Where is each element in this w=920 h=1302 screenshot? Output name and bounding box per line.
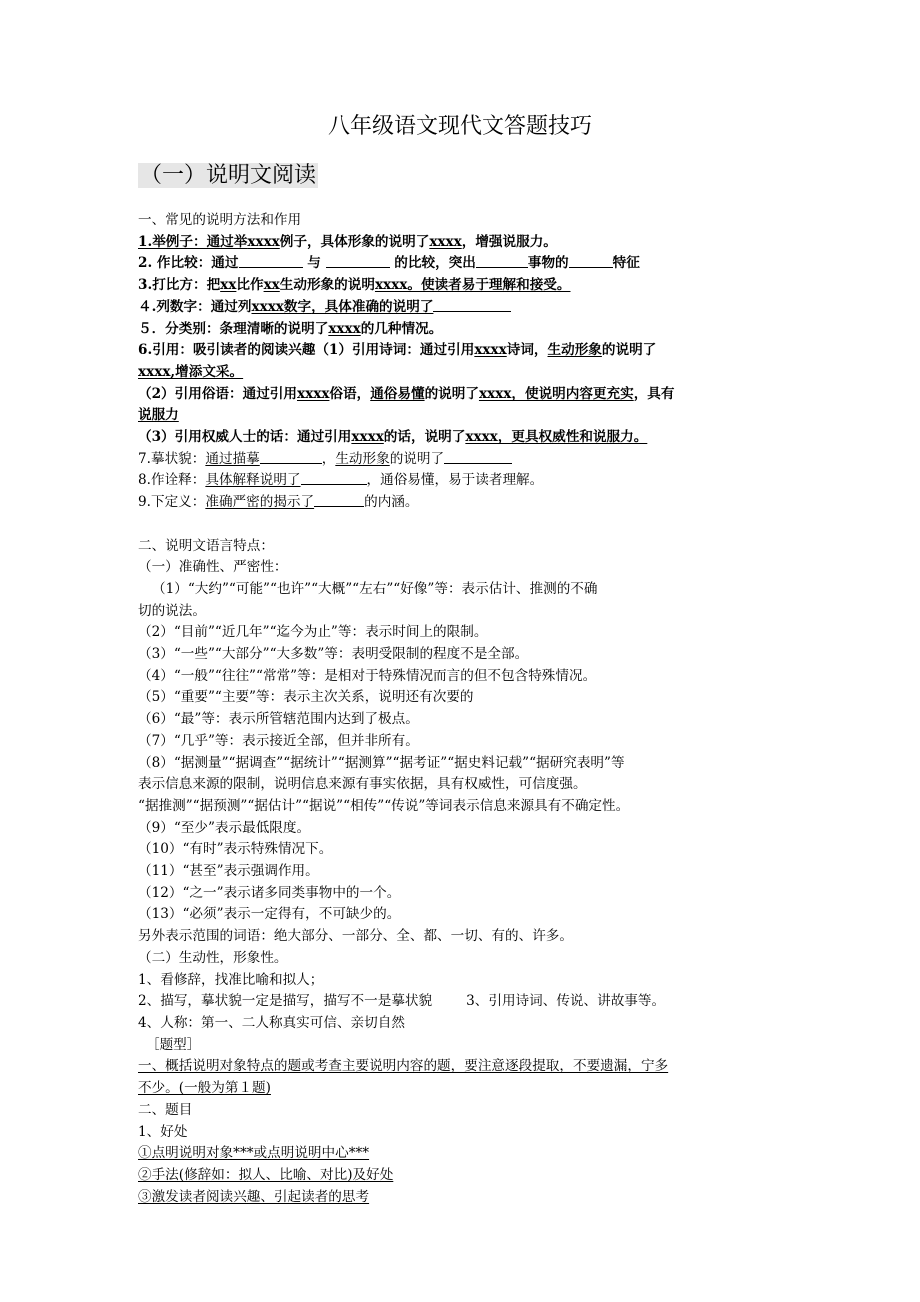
section-heading-text: （一）说明文阅读	[140, 163, 317, 188]
type-1-cont: 不少。(一般为第１题)	[138, 1080, 271, 1097]
feature-item-4: （4）“一般”“往往”“常常”等：是相对于特殊情况而言的但不包含特殊情况。	[138, 667, 597, 684]
feature-item-1: （1）“大约”“可能”“也许”“大概”“左右”“好像”等：表示估计、推测的不确	[152, 580, 598, 597]
method-example: 1.举例子：通过举xxxx例子，具体形象的说明了xxxx，增强说服力。	[138, 233, 557, 250]
blank	[326, 253, 390, 268]
method-proverb-cont: 说服力	[138, 407, 179, 424]
vivid-item-4: 4、人称：第一、二人称真实可信、亲切自然	[138, 1015, 405, 1031]
feature-item-1-cont: 切的说法。	[138, 602, 206, 619]
feature-item-13: （13）“必须”表示一定得有，不可缺少的。	[138, 906, 401, 923]
feature-item-12: （12）“之一”表示诸多同类事物中的一个。	[138, 884, 401, 901]
feature-item-2: （2）“目前”“近几年”“迄今为止”等：表示时间上的限制。	[138, 624, 488, 641]
feature-item-8: （8）“据测量”“据调查”“据统计”“据测算”“据考证”“据史料记载”“据研究表明”等	[138, 754, 625, 771]
method-authority: （3）引用权威人士的话：通过引用xxxx的话，说明了xxxx，更具权威性和说服力。	[138, 429, 648, 446]
method-quotation: 6.引用：吸引读者的阅读兴趣（1）引用诗词：通过引用xxxx诗词，生动形象的说明了	[138, 342, 657, 359]
blank	[444, 449, 512, 464]
feature-item-3: （3）“一些”“大部分”“大多数”等：表明受限制的程度不是全部。	[138, 646, 529, 663]
part2-heading: 二、说明文语言特点：	[138, 537, 274, 554]
part2-sub2: （二）生动性，形象性。	[138, 949, 288, 966]
answer-3: ③激发读者阅读兴趣、引起读者的思考	[138, 1188, 370, 1205]
method-explanation: 8.作诠释：具体解释说明了 ，通俗易懂，易于读者理解。	[138, 472, 544, 489]
method-proverb: （2）引用俗语：通过引用xxxx俗语，通俗易懂的说明了xxxx，使说明内容更充实，具有	[138, 385, 675, 402]
method-definition: 9.下定义：准确严密的揭示了 的内涵。	[138, 494, 419, 511]
vivid-item-1: 1、看修辞，找准比喻和拟人；	[138, 971, 324, 988]
type-2: 二、题目	[138, 1101, 193, 1118]
part2-sub1: （一）准确性、严密性：	[138, 559, 288, 576]
document-title: 八年级语文现代文答题技巧	[327, 114, 592, 139]
question-types-label: ［题型］	[146, 1036, 201, 1053]
part1-heading: 一、常见的说明方法和作用	[138, 212, 302, 228]
feature-item-10: （10）“有时”表示特殊情况下。	[138, 841, 333, 858]
blank	[239, 253, 303, 268]
answer-2: ②手法(修辞如：拟人、比喻、对比)及好处	[138, 1166, 394, 1183]
blank	[569, 253, 613, 268]
document-body	[138, 210, 786, 1208]
section-heading-expository	[138, 160, 318, 192]
method-quotation-cont: xxxx,增添文采。	[138, 363, 244, 380]
feature-item-6: （6）“最”等：表示所管辖范围内达到了极点。	[138, 711, 419, 728]
vivid-item-2: 2、描写，摹状貌一定是描写，描写不一是摹状貌 3、引用诗词、传说、讲故事等。	[138, 993, 666, 1010]
method-comparison: 2. 作比较：通过 与 的比较，突出 事物的 特征	[138, 255, 640, 272]
range-words: 另外表示范围的词语：绝大部分、一部分、全、都、一切、有的、许多。	[138, 928, 573, 945]
spacer	[138, 514, 786, 536]
method-numbers: ４.列数字：通过列xxxx数字，具体准确的说明了	[138, 297, 786, 319]
feature-item-7: （7）“几乎”等：表示接近全部，但并非所有。	[138, 732, 419, 749]
method-description: 7.摹状貌：通过描摹 ，生动形象的说明了	[138, 449, 786, 471]
feature-item-8-cont: 表示信息来源的限制，说明信息来源有事实依据，具有权威性，可信度强。	[138, 776, 587, 793]
method-classification: ５．分类别：条理清晰的说明了xxxx的几种情况。	[138, 320, 443, 337]
feature-item-8-uncertain: “据推测”“据预测”“据估计”“据说”“相传”“传说”等词表示信息来源具有不确定性。	[138, 797, 630, 814]
answer-1: ①点明说明对象***或点明说明中心***	[138, 1145, 370, 1162]
feature-item-11: （11）“甚至”表示强调作用。	[138, 863, 319, 880]
type-1: 一、概括说明对象特点的题或考查主要说明内容的题，要注意逐段提取，不要遗漏，宁多	[138, 1058, 669, 1075]
blank	[476, 253, 528, 268]
feature-item-9: （9）“至少”表示最低限度。	[138, 819, 311, 836]
blank	[260, 449, 322, 464]
method-analogy: 3.打比方：把xx比作xx生动形象的说明xxxx。使读者易于理解和接受。	[138, 277, 571, 294]
question-benefit: 1、好处	[138, 1123, 188, 1140]
blank	[301, 470, 367, 485]
feature-item-5: （5）“重要”“主要”等：表示主次关系，说明还有次要的	[138, 689, 474, 706]
blank	[433, 297, 511, 312]
blank	[314, 492, 364, 507]
